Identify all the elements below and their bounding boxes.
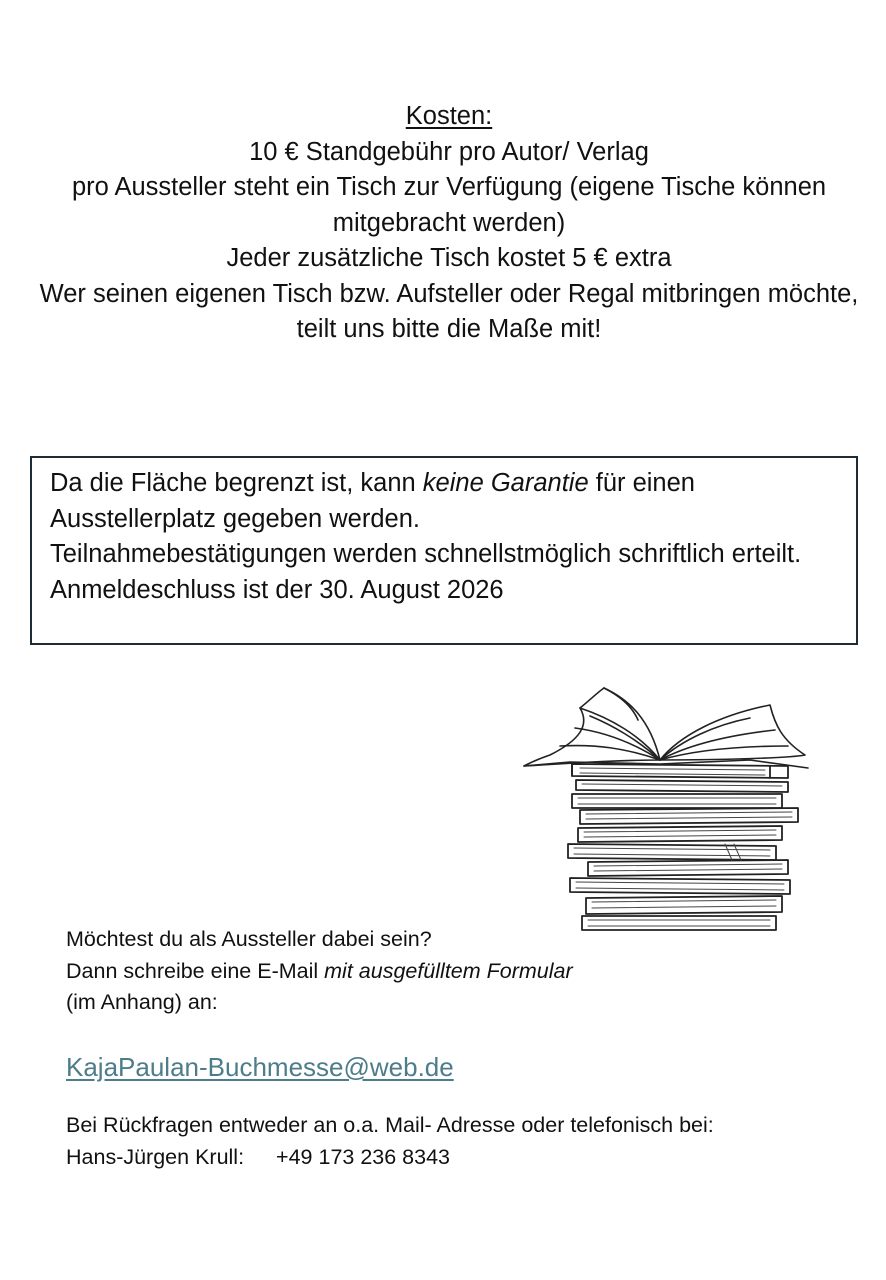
instruction-emphasis: mit ausgefülltem Formular <box>324 958 573 983</box>
open-book-icon <box>524 688 808 768</box>
extra-table-line: Jeder zusätzliche Tisch kostet 5 € extra <box>226 244 672 272</box>
table-info-line: pro Aussteller steht ein Tisch zur Verfügung (eigene Tische können mitgebracht werden) <box>71 173 827 237</box>
instruction-text-part: Dann schreibe eine E-Mail <box>66 958 325 983</box>
participation-question: Möchtest du als Aussteller dabei sein? <box>66 927 432 951</box>
attachment-note: (im Anhang) an: <box>66 990 218 1014</box>
notice-confirmation-text: Teilnahmebestätigungen werden schnellstmöglich schriftlich erteilt. <box>50 540 802 568</box>
notice-emphasis: keine Garantie <box>422 469 589 497</box>
stand-fee-line: 10 € Standgebühr pro Autor/ Verlag <box>249 137 649 166</box>
inquiry-text: Bei Rückfragen entweder an o.a. Mail- Adresse oder telefonisch bei: <box>66 1113 714 1137</box>
notice-deadline-text: Anmeldeschluss ist der 30. August 2026 <box>50 575 504 604</box>
own-table-line: Wer seinen eigenen Tisch bzw. Aufsteller oder Regal mitbringen möchte, teilt uns bitte die Maße mit! <box>39 279 859 343</box>
phone-number[interactable]: +49 173 236 8343 <box>276 1144 451 1169</box>
notice-text-part: Da die Fläche begrenzt ist, kann <box>50 469 423 497</box>
contact-name: Hans-Jürgen Krull: <box>66 1144 245 1169</box>
notice-text-part: für einen Ausstellerplatz gegeben werden. <box>50 469 695 533</box>
book-stack-icon <box>520 680 812 932</box>
costs-section <box>20 99 878 348</box>
email-instruction <box>66 956 866 988</box>
email-link[interactable]: KajaPaulan-Buchmesse@web.de <box>66 1051 454 1082</box>
costs-heading: Kosten: <box>405 102 493 130</box>
phone-contact-row <box>66 1142 866 1174</box>
stacked-books <box>568 764 798 930</box>
notice-box <box>30 456 858 645</box>
notice-guarantee-text <box>50 466 838 537</box>
contact-section <box>66 924 866 1173</box>
inquiry-block <box>66 1110 866 1173</box>
